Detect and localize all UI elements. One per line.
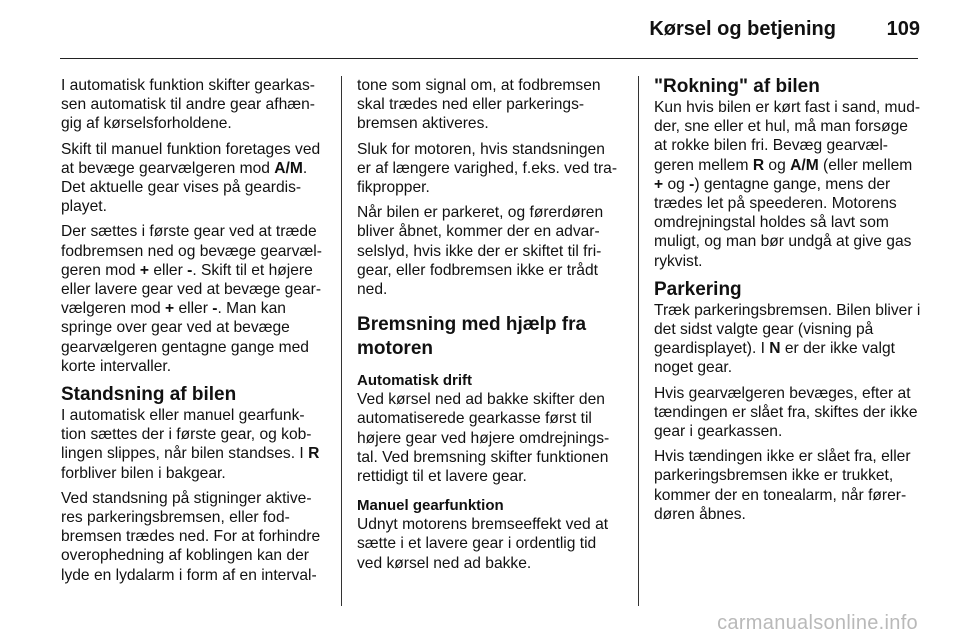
watermark: carmanualsonline.info [717,612,918,634]
paragraph: Ved kørsel ned ad bakke skifter den automatiserede gearkasse først til højere gear ved højere omdrejnings-tal. Ved bremsning skifter funktionen rettidigt til et lavere gear. [357,391,610,486]
page-number: 109 [886,18,920,40]
section-heading-engine-brake: Bremsning med hjælp fra motoren [357,314,587,360]
header-divider [60,58,918,59]
paragraph: Der sættes i første gear ved at træde fodbremsen ned og bevæge gearvæl-geren mod + eller -. Skift til et højere eller lavere gear ved at bevæge gear-vælgeren mod + eller -. Man kan springe over gear ved at bevæge gearvælgeren gentagne gange med korte intervaller. [61,223,322,375]
paragraph: Sluk for motoren, hvis standsningen er af længere varighed, f.eks. ved tra-fikpropper. [357,140,618,197]
subheading-manual: Manuel gearfunktion [357,497,504,515]
paragraph: tone som signal om, at fodbremsen skal trædes ned eller parkerings-bremsen aktiveres. [357,77,601,133]
section-heading-parking: Parkering [654,278,742,300]
section-heading-rocking: "Rokning" af bilen [654,76,820,97]
paragraph: Skift til manuel funktion foretages ved at bevæge gearvælgeren mod A/M. Det aktuelle gear vises på geardis-playet. [61,140,321,216]
paragraph: Hvis tændingen ikke er slået fra, eller parkeringsbremsen ikke er trukket, kommer der en tonealarm, når fører-døren åbnes. [654,448,911,523]
column-2 [357,76,623,579]
column-3 [654,76,922,530]
paragraph: Træk parkeringsbremsen. Bilen bliver i det sidst valgte gear (visning på geardisplayet). I N er der ikke valgt noget gear. [654,301,921,377]
section-heading-stop: Standsning af bilen [61,384,237,406]
page-header [0,0,960,58]
column-divider-2 [638,76,639,606]
column-1 [61,76,326,591]
paragraph: Udnyt motorens bremseeffekt ved at sætte i et lavere gear i ordentlig tid ved kørsel ned ad bakke. [357,516,609,572]
paragraph: Når bilen er parkeret, og førerdøren bliver åbnet, kommer der en advar-selslyd, hvis ikke der er skiftet til fri-gear, eller fodbremsen ikke er trådt ned. [357,204,604,299]
paragraph: Ved standsning på stigninger aktive-res parkeringsbremsen, eller fod-bremsen trædes ned. For at forhindre overophedning af koblingen kan der lyde en lydalarm i form af en interval- [61,489,321,584]
chapter-title: Kørsel og betjening [649,18,836,40]
column-divider-1 [341,76,342,606]
paragraph: I automatisk eller manuel gearfunk-tion sættes der i første gear, og kob-lingen slippes, når bilen standses. I R forbliver bilen i bakgear. [61,407,320,482]
paragraph: Hvis gearvælgeren bevæges, efter at tændingen er slået fra, skiftes der ikke gear i gearkassen. [654,384,918,441]
paragraph: I automatisk funktion skifter gearkas-sen automatisk til andre gear afhæn-gig af kørselsforholdene. [61,77,315,133]
subheading-automatic: Automatisk drift [357,372,473,390]
paragraph: Kun hvis bilen er kørt fast i sand, mud-der, sne eller et hul, må man forsøge at rokke bilen fri. Bevæg gearvæl-geren mellem R og A/M (eller mellem + og -) gentagne gange, mens der trædes let på speederen. Motorens omdrejningstal holdes så lavt som muligt, og man bør undgå at give gas rykvist. [654,99,921,270]
